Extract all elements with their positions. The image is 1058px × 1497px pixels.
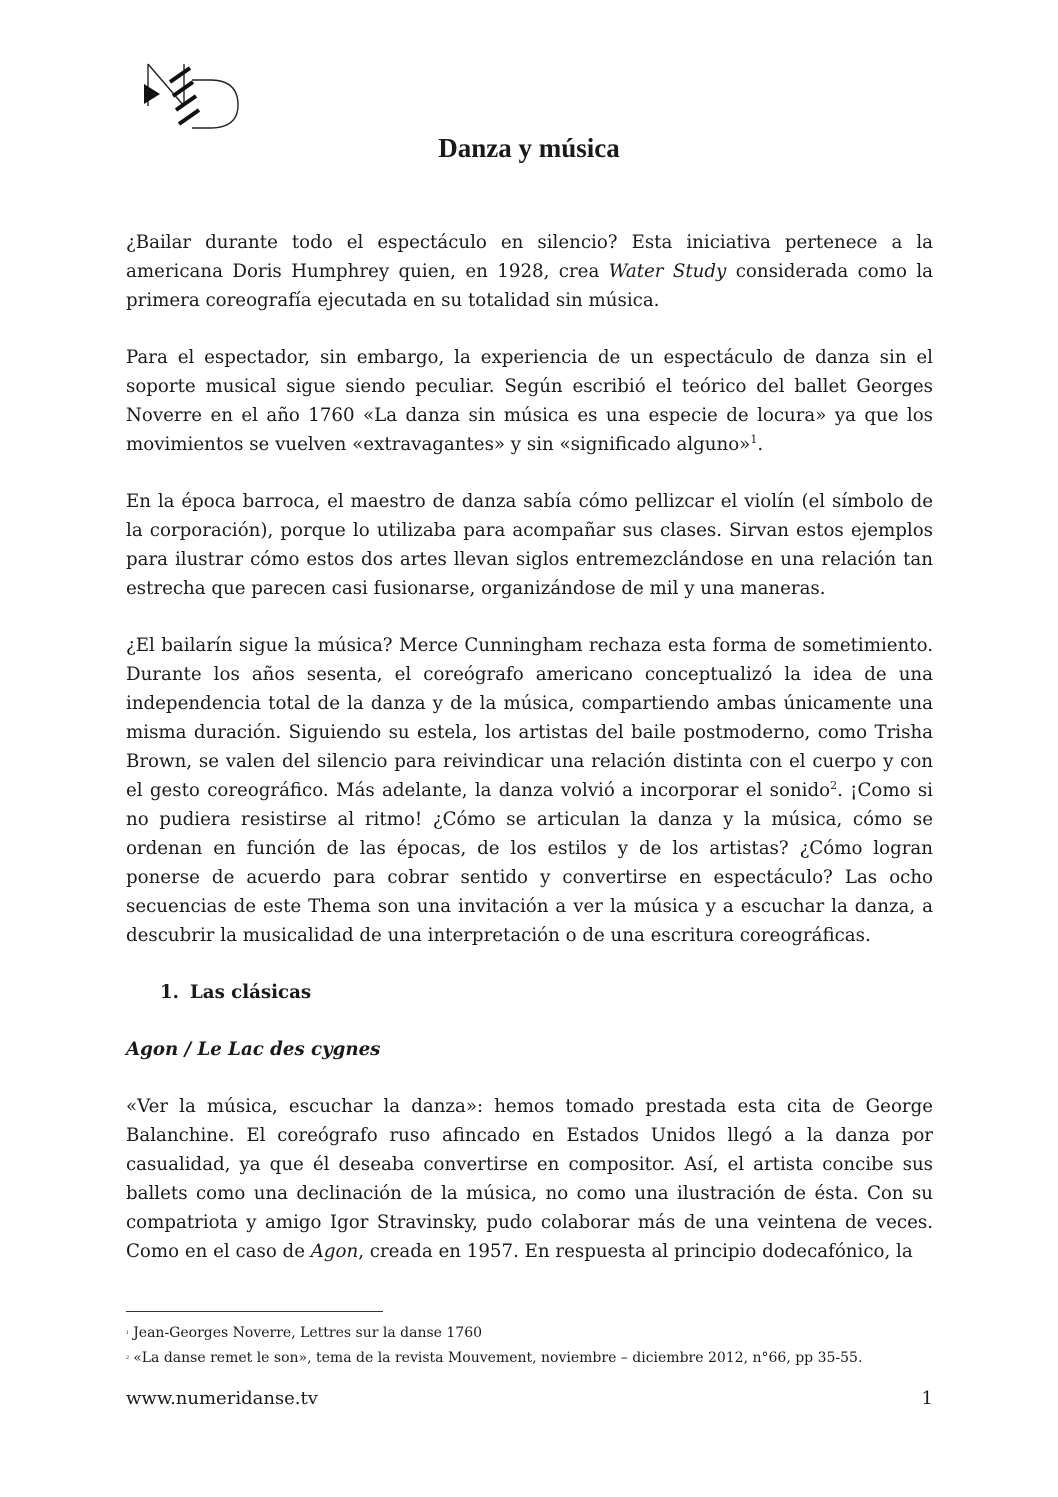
footnote-text: «La danse remet le son», tema de la revista Mouvement, noviembre – diciembre 2012, n°66, pp 35-55. (133, 1350, 863, 1366)
section-title: Las clásicas (190, 982, 312, 1003)
page-footer (126, 1388, 933, 1409)
numeridanse-logo (140, 62, 240, 130)
footnote-mark: 2 (126, 1355, 130, 1361)
footnote-2 (126, 1349, 862, 1367)
document-body (126, 228, 933, 1294)
page-title: Danza y música (438, 133, 620, 163)
paragraph-3: En la época barroca, el maestro de danza sabía cómo pellizcar el violín (el símbolo de la corporación), porque lo utilizaba para acompañar sus clases. Sirvan estos ejemplos para ilustrar cómo estos dos artes llevan siglos entremezclándose en una relación tan estrecha que parecen casi fusionarse, organizándose de mil y una maneras. (126, 491, 933, 599)
paragraph-1: ¿Bailar durante todo el espectáculo en silencio? Esta iniciativa pertenece a la americana Doris Humphrey quien, en 1928, crea Water Study considerada como la primera coreografía ejecutada en su totalidad sin música. (126, 232, 934, 311)
footnote-ref-1[interactable]: 1 (750, 433, 758, 446)
footnote-divider (126, 1311, 383, 1312)
work-title: Water Study (608, 261, 727, 282)
work-title-agon: Agon (310, 1241, 359, 1262)
footnote-1 (126, 1324, 482, 1342)
paragraph-2: Para el espectador, sin embargo, la experiencia de un espectáculo de danza sin el soporte musical sigue siendo peculiar. Según escribió el teórico del ballet Georges Noverre en el año 1760 «La danza sin música es una especie de locura» ya que los movimientos se vuelven «extravagantes» y sin «significado alguno»$^1$. (126, 347, 933, 455)
footnote-ref-2[interactable]: 2 (830, 779, 838, 792)
subsection-heading: Agon / Le Lac des cygnes (126, 1039, 381, 1060)
footnote-text: Jean-Georges Noverre, Lettres sur la danse 1760 (133, 1325, 483, 1341)
section-heading (126, 978, 933, 1007)
paragraph-5: «Ver la música, escuchar la danza»: hemos tomado prestada esta cita de George Balanchine. El coreógrafo ruso afincado en Estados Unidos llegó a la danza por casualidad, ya que él deseaba convertirse en compositor. Así, el artista concibe sus ballets como una declinación de la música, no como una ilustración de ésta. Con su compatriota y amigo Igor Stravinsky, pudo colaborar más de una veintena de veces. Como en el caso de Agon, creada en 1957. En respuesta al principio dodecafónico, la (126, 1096, 933, 1262)
footer-url[interactable]: www.numeridanse.tv (126, 1388, 318, 1409)
page-number: 1 (921, 1388, 933, 1409)
footnote-mark: 1 (126, 1330, 130, 1336)
paragraph-4: ¿El bailarín sigue la música? Merce Cunningham rechaza esta forma de sometimiento. Durante los años sesenta, el coreógrafo americano conceptualizó la idea de una independencia total de la danza y de la música, compartiendo ambas únicamente una misma duración. Siguiendo su estela, los artistas del baile postmoderno, como Trisha Brown, se valen del silencio para reivindicar una relación distinta con el cuerpo y con el gesto coreográfico. Más adelante, la danza volvió a incorporar el sonido$^2$. ¡Como si no pudiera resistirse al ritmo! ¿Cómo se articulan la danza y la música, cómo se ordenan en función de las épocas, de los estilos y de los artistas? ¿Cómo logran ponerse de acuerdo para cobrar sentido y convertirse en espectáculo? Las ocho secuencias de este Thema son una invitación a ver la música y a escuchar la danza, a descubrir la musicalidad de una interpretación o de una escritura coreográficas. (126, 635, 933, 946)
section-number: 1. (160, 982, 179, 1003)
